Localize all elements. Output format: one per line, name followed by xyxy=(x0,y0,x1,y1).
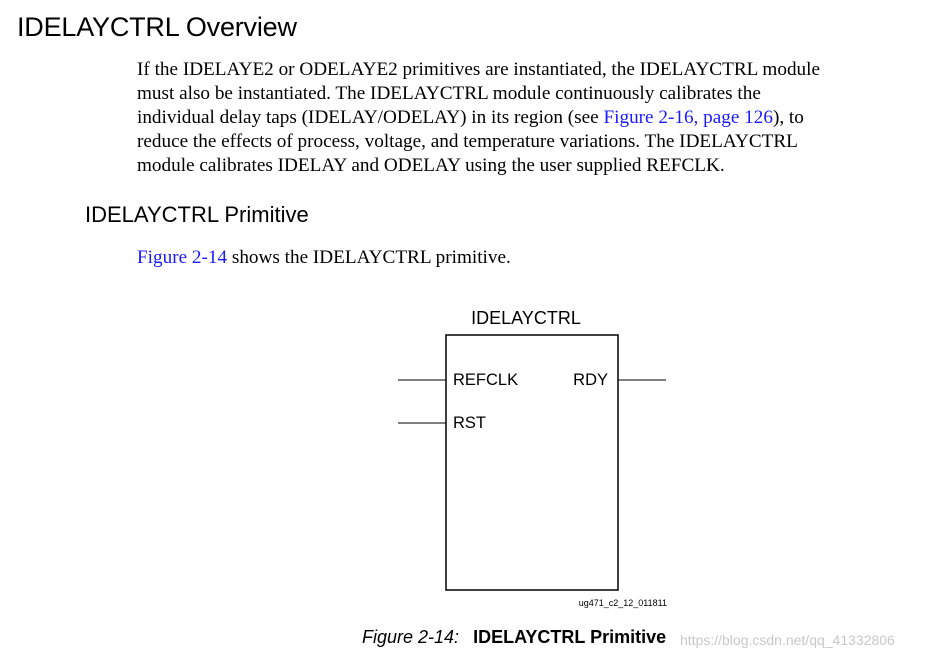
figure-title: IDELAYCTRL Primitive xyxy=(473,627,667,647)
figure-number: Figure 2-14: xyxy=(362,627,460,647)
figure-caption xyxy=(362,627,666,648)
figure-2-14-link[interactable]: Figure 2-14 xyxy=(137,247,228,268)
paragraph-text: shows the IDELAYCTRL primitive. xyxy=(227,247,511,268)
paragraph-text: ), to xyxy=(772,107,804,128)
block-name-label: IDELAYCTRL xyxy=(471,308,581,328)
paragraph-line: must also be instantiated. The IDELAYCTRL module continuously calibrates the xyxy=(137,83,761,104)
rst-port-label: RST xyxy=(453,414,486,432)
figure-2-16-link[interactable]: Figure 2-16, page 126 xyxy=(603,107,773,128)
section-title: IDELAYCTRL Overview xyxy=(17,12,297,42)
watermark-text: https://blog.csdn.net/qq_41332806 xyxy=(680,632,895,648)
subsection-title: IDELAYCTRL Primitive xyxy=(85,202,309,227)
paragraph-line: If the IDELAYE2 or ODELAYE2 primitives are instantiated, the IDELAYCTRL module xyxy=(137,59,820,80)
paragraph-text: individual delay taps (IDELAY/ODELAY) in its region (see xyxy=(137,107,604,128)
refclk-port-label: REFCLK xyxy=(453,371,519,389)
paragraph-line: reduce the effects of process, voltage, and temperature variations. The IDELAYCTRL xyxy=(137,131,798,152)
rdy-port-label: RDY xyxy=(573,371,608,389)
paragraph-line: module calibrates IDELAY and ODELAY using the user supplied REFCLK. xyxy=(137,155,725,176)
figure-code-label: ug471_c2_12_011811 xyxy=(578,598,667,608)
